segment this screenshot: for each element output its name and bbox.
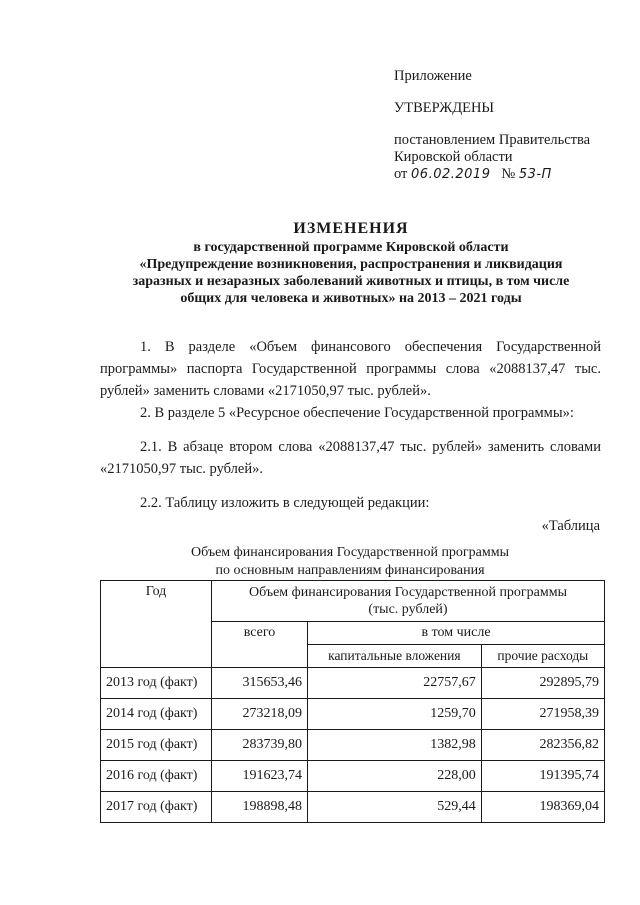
resolution-line-1: постановлением Правительства: [394, 132, 591, 148]
cell-total: 191623,74: [212, 761, 308, 792]
header-year: Год: [101, 581, 212, 668]
table-row: [101, 761, 605, 792]
handwritten-number: 53-П: [518, 167, 552, 182]
table-caption-line-1: Объем финансирования Государственной программы: [190, 545, 510, 560]
resolution-date-line: [394, 166, 624, 183]
cell-total: 198898,48: [212, 792, 308, 823]
appendix-label: Приложение: [394, 68, 472, 84]
resolution-line-2: Кировской области: [394, 149, 513, 165]
approval-block: [394, 68, 624, 183]
header-financing-line-2: (тыс. рублей): [368, 602, 448, 617]
cell-other: 191395,74: [481, 761, 604, 792]
table-caption: [100, 544, 600, 580]
header-capital: капитальные вложения: [308, 645, 482, 668]
table-row: [101, 668, 605, 699]
cell-capital: 1259,70: [308, 699, 482, 730]
table-label: «Таблица: [541, 518, 600, 534]
table-row: [101, 730, 605, 761]
title-heading: ИЗМЕНЕНИЯ: [293, 220, 409, 237]
handwritten-date: 06.02.2019: [411, 167, 491, 182]
header-financing-group: [212, 581, 605, 622]
cell-capital: 529,44: [308, 792, 482, 823]
cell-total: 273218,09: [212, 699, 308, 730]
number-prefix: №: [501, 166, 516, 182]
cell-capital: 1382,98: [308, 730, 482, 761]
approved-label: УТВЕРЖДЕНЫ: [394, 100, 495, 116]
table-row: [101, 792, 605, 823]
cell-other: 271958,39: [481, 699, 604, 730]
table-caption-line-2: по основным направлениям финансирования: [215, 563, 485, 578]
paragraph-2-2: 2.2. Таблицу изложить в следующей редакции:: [140, 495, 430, 511]
cell-other: 292895,79: [481, 668, 604, 699]
paragraph-2-1: 2.1. В абзаце втором слова «2088137,47 тыс. рублей» заменить словами «2171050,97 тыс. рублей».: [100, 439, 601, 477]
cell-year: 2013 год (факт): [101, 668, 212, 699]
header-including: в том числе: [308, 622, 605, 645]
cell-year: 2014 год (факт): [101, 699, 212, 730]
cell-year: 2016 год (факт): [101, 761, 212, 792]
cell-year: 2015 год (факт): [101, 730, 212, 761]
header-financing-line-1: Объем финансирования Государственной программы: [248, 585, 568, 600]
document-title: [96, 220, 606, 307]
cell-total: 315653,46: [212, 668, 308, 699]
cell-year: 2017 год (факт): [101, 792, 212, 823]
cell-total: 283739,80: [212, 730, 308, 761]
title-line-2: «Предупреждение возникновения, распространения и ликвидация: [139, 257, 563, 272]
date-prefix: от: [394, 166, 408, 182]
header-total: всего: [212, 622, 308, 668]
financing-table: [100, 580, 605, 823]
table-row: [101, 699, 605, 730]
cell-other: 198369,04: [481, 792, 604, 823]
header-other: прочие расходы: [481, 645, 604, 668]
title-line-3: заразных и незаразных заболеваний животных и птицы, в том числе: [132, 274, 570, 289]
cell-other: 282356,82: [481, 730, 604, 761]
title-line-1: в государственной программе Кировской области: [193, 240, 509, 255]
cell-capital: 22757,67: [308, 668, 482, 699]
title-line-4: общих для человека и животных» на 2013 – 2021 годы: [180, 291, 522, 306]
paragraph-1: 1. В разделе «Объем финансового обеспечения Государственной программы» паспорта Государственной программы слова «2088137,47 тыс. рублей» заменить словами «2171050,97 тыс. рублей».: [100, 339, 601, 399]
paragraph-2: 2. В разделе 5 «Ресурсное обеспечение Государственной программы»:: [140, 405, 574, 421]
cell-capital: 228,00: [308, 761, 482, 792]
